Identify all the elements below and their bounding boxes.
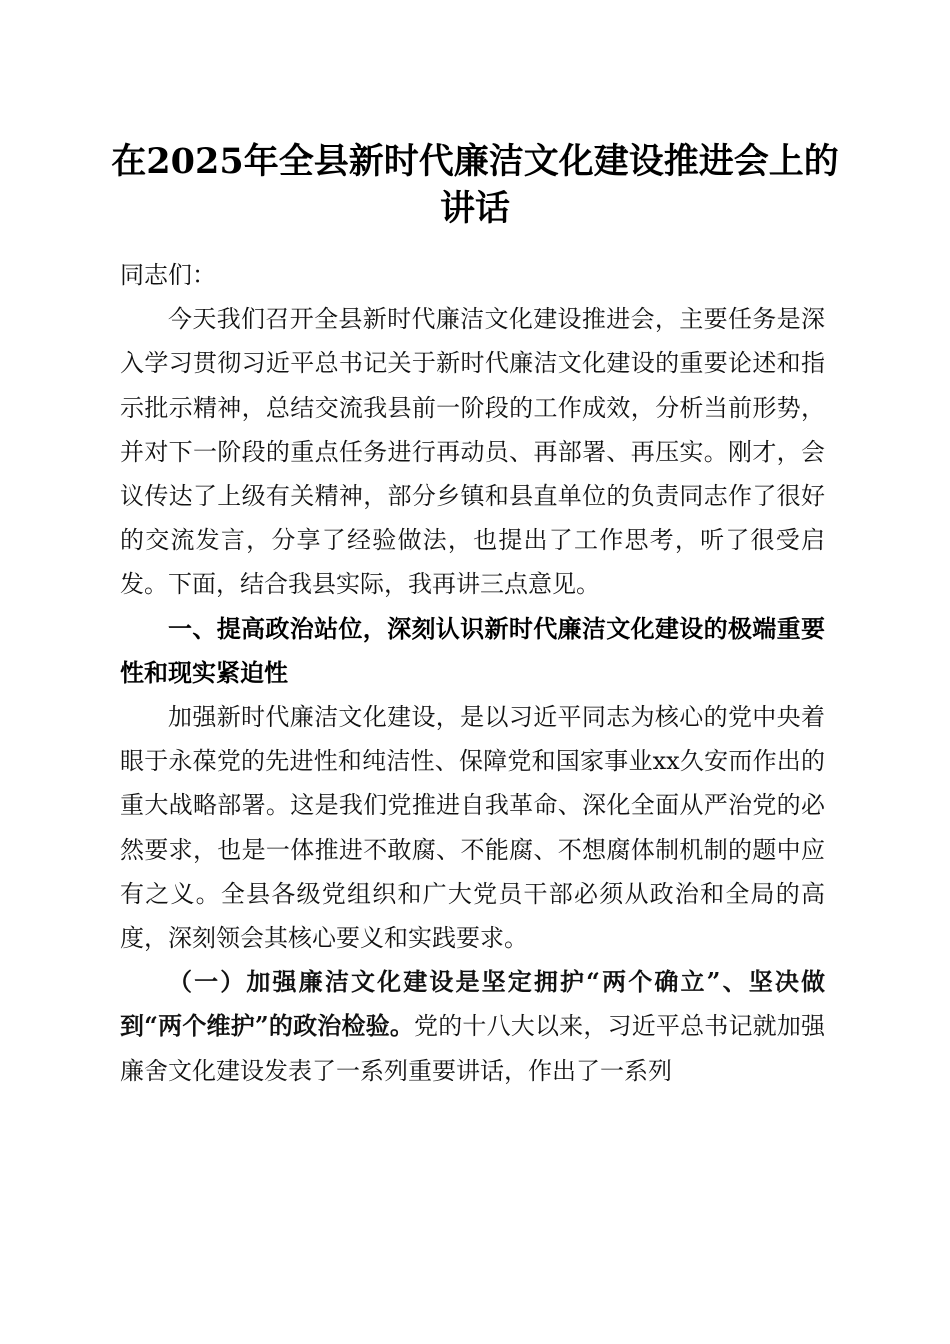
- document-body: [120, 253, 825, 1093]
- opening-paragraph: 今天我们召开全县新时代廉洁文化建设推进会，主要任务是深入学习贯彻习近平总书记关于新时代廉洁文化建设的重要论述和指示批示精神，总结交流我县前一阶段的工作成效，分析当前形势，并对下一阶段的重点任务进行再动员、再部署、再压实。刚才，会议传达了上级有关精神，部分乡镇和县直单位的负责同志作了很好的交流发言，分享了经验做法，也提出了工作思考，听了很受启发。下面，结合我县实际，我再讲三点意见。: [120, 305, 825, 599]
- section-1-paragraph: 加强新时代廉洁文化建设，是以习近平同志为核心的党中央着眼于永葆党的先进性和纯洁性、保障党和国家事业xx久安而作出的重大战略部署。这是我们党推进自我革命、深化全面从严治党的必然要求，也是一体推进不敢腐、不能腐、不想腐体制机制的题中应有之义。全县各级党组织和广大党员干部必须从政治和全局的高度，深刻领会其核心要义和实践要求。: [120, 703, 825, 953]
- salutation: 同志们：: [120, 261, 216, 289]
- subsection-1-lead: （一）加强廉洁文化建设是坚定拥护“两个确立”、坚决做到“两个维护”的政治检验。: [120, 967, 825, 1041]
- section-heading-1: 一、提高政治站位，深刻认识新时代廉洁文化建设的极端重要性和现实紧迫性: [120, 614, 825, 687]
- subsection-1-paragraph: [120, 960, 825, 1093]
- document-title: 在2025年全县新时代廉洁文化建设推进会上的讲话: [111, 141, 839, 229]
- subsection-1-text: 党的十八大以来，习近平总书记就加强廉舍文化建设发表了一系列重要讲话，作出了一系列: [120, 1012, 826, 1085]
